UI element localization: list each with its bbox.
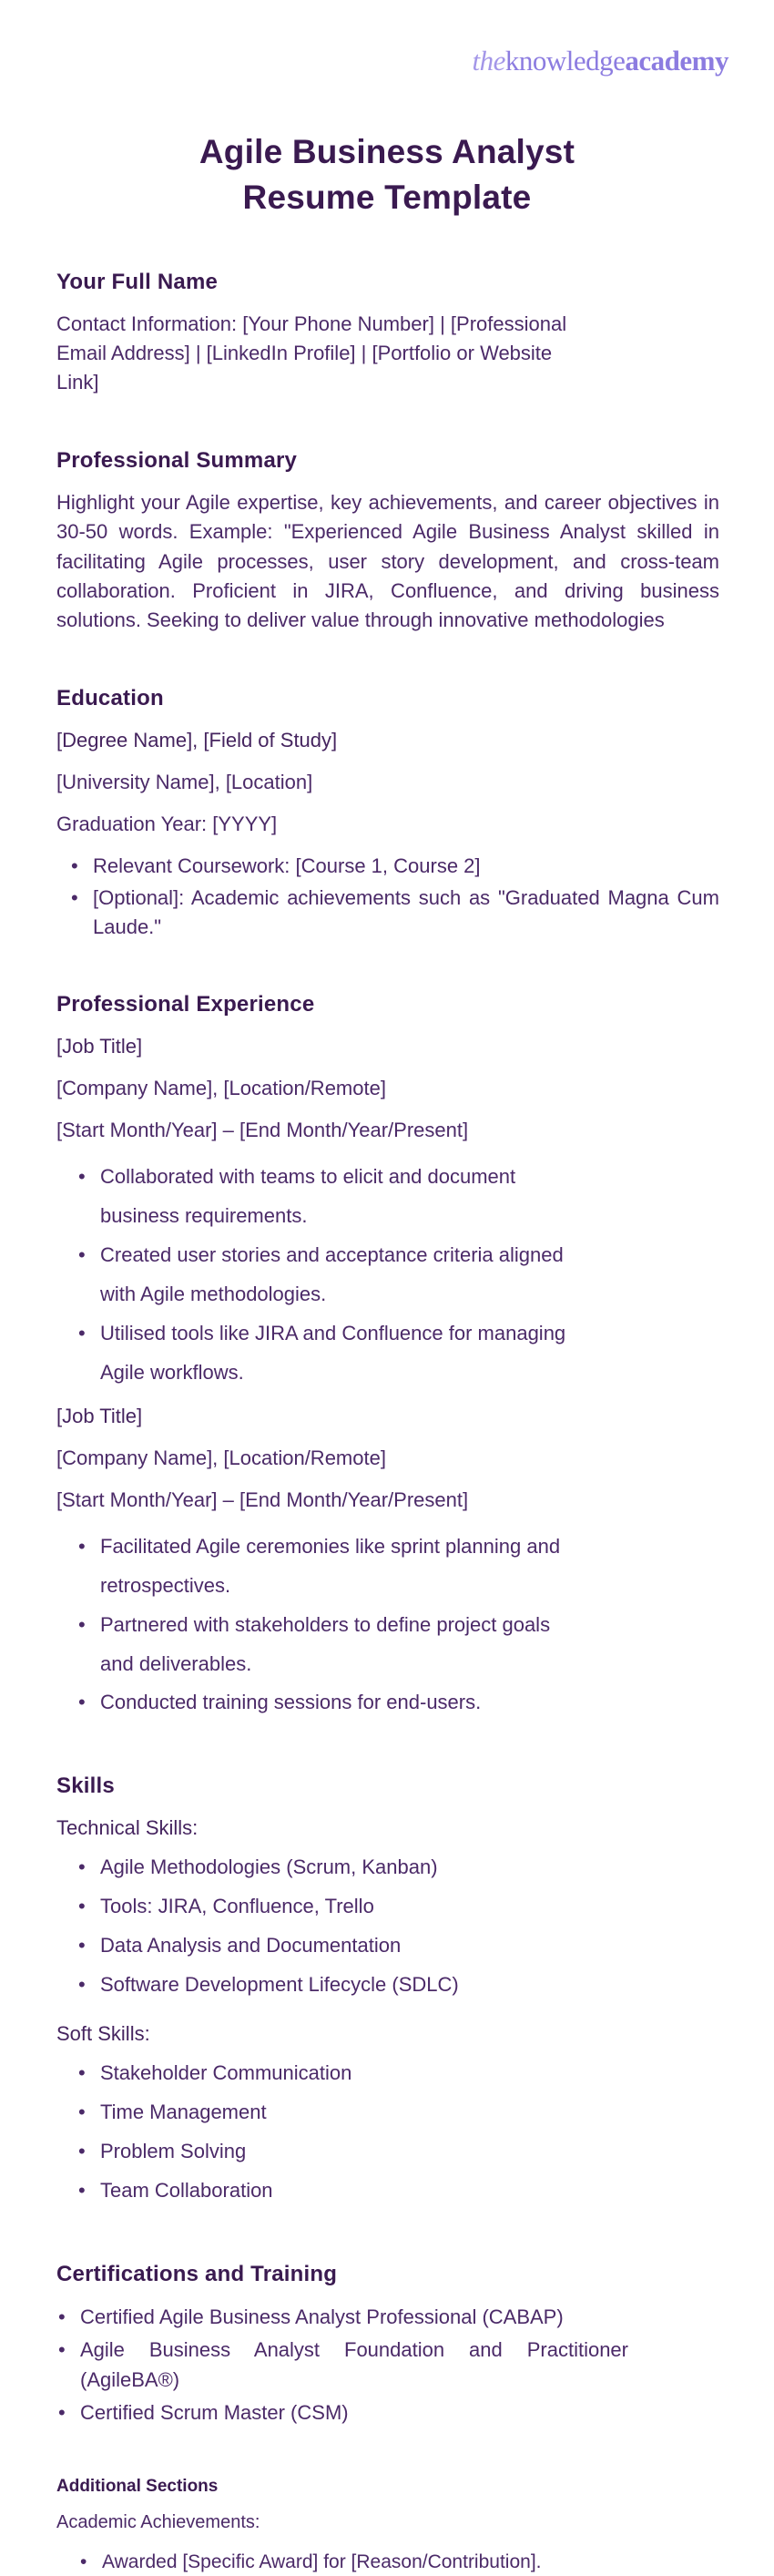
list-item: • Data Analysis and Documentation [76,1927,719,1966]
list-item: • Created user stories and acceptance criteria aligned with Agile methodologies. [76,1236,582,1314]
list-item: • Partnered with stakeholders to define project goals and deliverables. [76,1606,582,1684]
soft-skills-label: Soft Skills: [56,2022,150,2045]
section-summary [56,448,719,635]
certifications-heading: Certifications and Training [56,2261,338,2286]
job-bullets [56,1528,719,1722]
list-item: • Team Collaboration [76,2172,719,2211]
list-item: • Conducted training sessions for end-users. [76,1683,582,1722]
section-education [56,686,719,941]
list-item: • Collaborated with teams to elicit and document business requirements. [76,1158,582,1236]
list-item: • Agile Methodologies (Scrum, Kanban) [76,1848,719,1887]
list-item: • Awarded [Specific Award] for [Reason/Contribution]. [78,2549,719,2576]
list-item: • Certified Scrum Master (CSM) [56,2397,628,2428]
list-item: • Certified Agile Business Analyst Professional (CABAP) [56,2302,628,2332]
section-skills [56,1774,719,2210]
list-item: • Tools: JIRA, Confluence, Trello [76,1887,719,1927]
page-title-line-2: Resume Template [242,179,532,217]
logo-the: the [472,45,505,77]
technical-skills-list [56,1848,719,2005]
job-company: [Company Name], [Location/Remote] [56,1076,386,1099]
list-item: • Software Development Lifecycle (SDLC) [76,1966,719,2005]
education-degree: [Degree Name], [Field of Study] [56,728,338,751]
certifications-list [56,2302,719,2428]
education-heading: Education [56,685,164,710]
job-title: [Job Title] [56,1034,143,1058]
soft-skills-list [56,2054,719,2211]
list-item: • Relevant Coursework: [Course 1, Course 2] [69,852,719,880]
list-item: • Stakeholder Communication [76,2054,719,2093]
education-university: [University Name], [Location] [56,770,313,793]
contact-info: Contact Information: [Your Phone Number] | [Professional Email Address] | [LinkedIn Profile] | [Portfolio or Website Link] [56,312,567,394]
experience-job-2 [56,1402,719,1723]
logo-academy: academy [625,45,728,77]
technical-skills-label: Technical Skills: [56,1816,199,1840]
page-title-line-1: Agile Business Analyst [199,133,575,171]
full-name-heading: Your Full Name [56,269,219,294]
job-title: [Job Title] [56,1404,143,1427]
section-certifications [56,2262,719,2428]
education-grad-year: Graduation Year: [YYYY] [56,813,278,836]
academic-achievements-label: Academic Achievements: [56,2511,260,2532]
job-bullets [56,1158,719,1392]
education-bullets [56,852,719,941]
skills-heading: Skills [56,1774,115,1799]
section-name [56,270,719,397]
list-item: • Utilised tools like JIRA and Confluence for managing Agile workflows. [76,1314,582,1393]
list-item: • Agile Business Analyst Foundation and Practitioner (AgileBA®) [56,2335,628,2395]
summary-text: Highlight your Agile expertise, key achievements, and career objectives in 30-50 words. Example: "Experienced Agile Business Analyst skilled in facilitating Agile processes, user story development, and cross-team collaboration. Proficient in JIRA, Confluence, and driving business solutions. Seeking to deliver value through innovative methodologies [56,491,719,631]
section-experience [56,992,719,1722]
job-dates: [Start Month/Year] – [End Month/Year/Present] [56,1487,469,1511]
brand-logo [0,0,774,77]
page-title [0,129,774,220]
list-item: • Problem Solving [76,2132,719,2172]
logo-knowledge: knowledge [504,45,626,77]
academic-achievements-list [56,2549,719,2576]
experience-heading: Professional Experience [56,991,315,1017]
list-item: • [Optional]: Academic achievements such as "Graduated Magna Cum Laude." [69,884,719,940]
additional-sections-heading: Additional Sections [56,2476,219,2496]
list-item: • Time Management [76,2093,719,2132]
list-item: • Facilitated Agile ceremonies like sprint planning and retrospectives. [76,1528,582,1606]
resume-body [0,270,774,2576]
job-dates: [Start Month/Year] – [End Month/Year/Present] [56,1119,469,1142]
experience-job-1 [56,1032,719,1393]
section-additional [56,2477,719,2576]
summary-heading: Professional Summary [56,448,298,474]
job-company: [Company Name], [Location/Remote] [56,1446,386,1469]
